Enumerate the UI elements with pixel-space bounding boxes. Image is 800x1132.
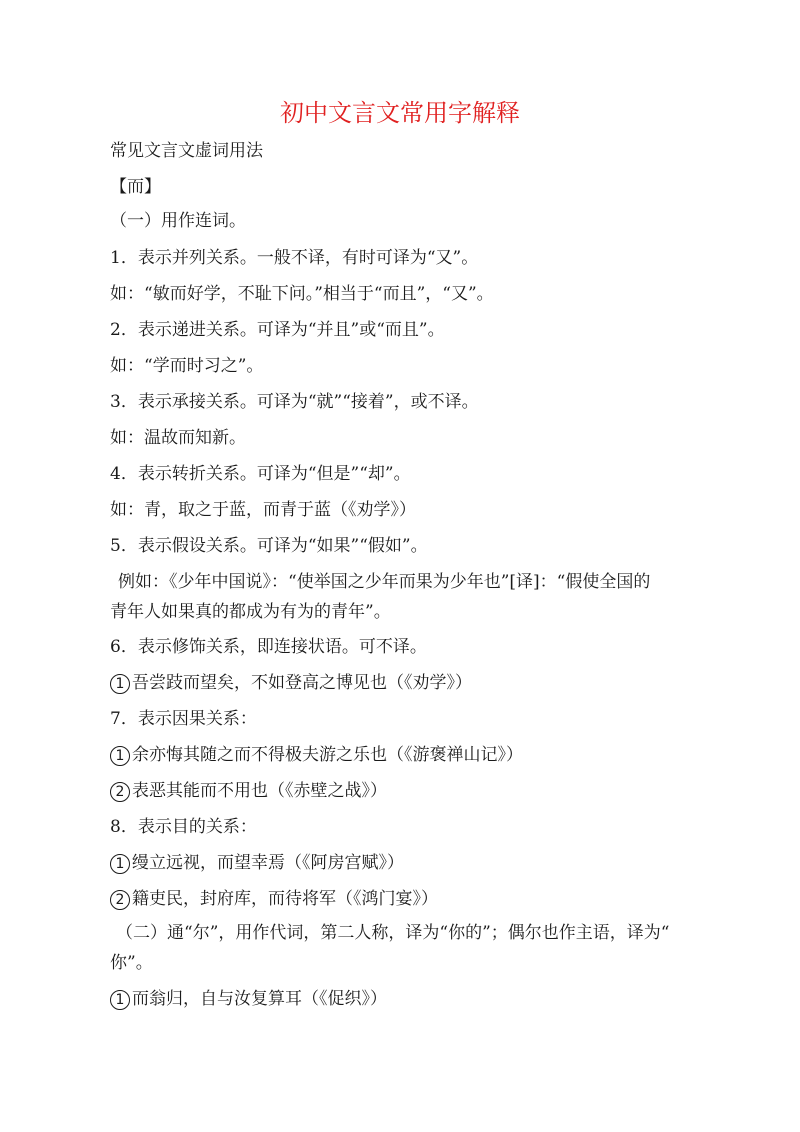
list-item-text: 籍吏民，封府库，而待将军（《鸿门宴》） [132, 889, 438, 909]
circled-number: 1 [110, 990, 130, 1010]
list-item [110, 986, 730, 1012]
circled-number: 1 [110, 674, 130, 694]
text-line: 如：“学而时习之”。 [110, 356, 264, 376]
list-item-text: 吾尝跂而望矣，不如登高之博见也（《劝学》） [132, 673, 472, 693]
circled-number: 2 [110, 782, 130, 802]
example-line: 例如：《少年中国说》：“使举国之少年而果为少年也”[译]：“假使全国的 [118, 572, 651, 592]
text-line: 如：温故而知新。 [110, 428, 246, 448]
circled-number: 1 [110, 854, 130, 874]
text-line: 6．表示修饰关系，即连接状语。可不译。 [110, 637, 427, 657]
text-line: （一）用作连词。 [110, 211, 246, 231]
text-line: 如：“敏而好学，不耻下问。”相当于“而且”，“又”。 [110, 284, 494, 304]
list-item-text: 而翁归，自与汝复算耳（《促织》） [132, 989, 387, 1009]
subtitle: 常见文言文虚词用法 [110, 141, 263, 161]
text-line: 1．表示并列关系。一般不译，有时可译为“又”。 [110, 248, 479, 268]
section-heading: 【而】 [110, 177, 161, 197]
list-item-text: 表恶其能而不用也（《赤壁之战》） [132, 781, 387, 801]
list-item [110, 742, 730, 768]
example-line-cont: 青年人如果真的都成为有为的青年”。 [110, 602, 391, 622]
list-item [110, 850, 730, 876]
document-title: 初中文言文常用字解释 [280, 99, 520, 127]
list-item [110, 778, 730, 804]
text-line: 如：青，取之于蓝，而青于蓝（《劝学》） [110, 500, 416, 520]
text-line: 4．表示转折关系。可译为“但是”“却”。 [110, 464, 411, 484]
text-line: 2．表示递进关系。可译为“并且”或“而且”。 [110, 320, 445, 340]
text-line: 5．表示假设关系。可译为“如果”“假如”。 [110, 536, 428, 556]
text-line: 8．表示目的关系： [110, 817, 257, 837]
text-line: （二）通“尔”，用作代词，第二人称，译为“你的”；偶尔也作主语，译为“ [116, 923, 670, 943]
list-item-text: 缦立远视，而望幸焉（《阿房宫赋》） [132, 853, 404, 873]
list-item-text: 余亦悔其随之而不得极夫游之乐也（《游褒禅山记》） [132, 745, 523, 765]
list-item [110, 670, 730, 696]
list-item [110, 886, 730, 912]
circled-number: 1 [110, 746, 130, 766]
text-line: 7．表示因果关系： [110, 709, 257, 729]
text-line-cont: 你”。 [110, 953, 153, 973]
circled-number: 2 [110, 890, 130, 910]
text-line: 3．表示承接关系。可译为“就”“接着”，或不译。 [110, 392, 479, 412]
